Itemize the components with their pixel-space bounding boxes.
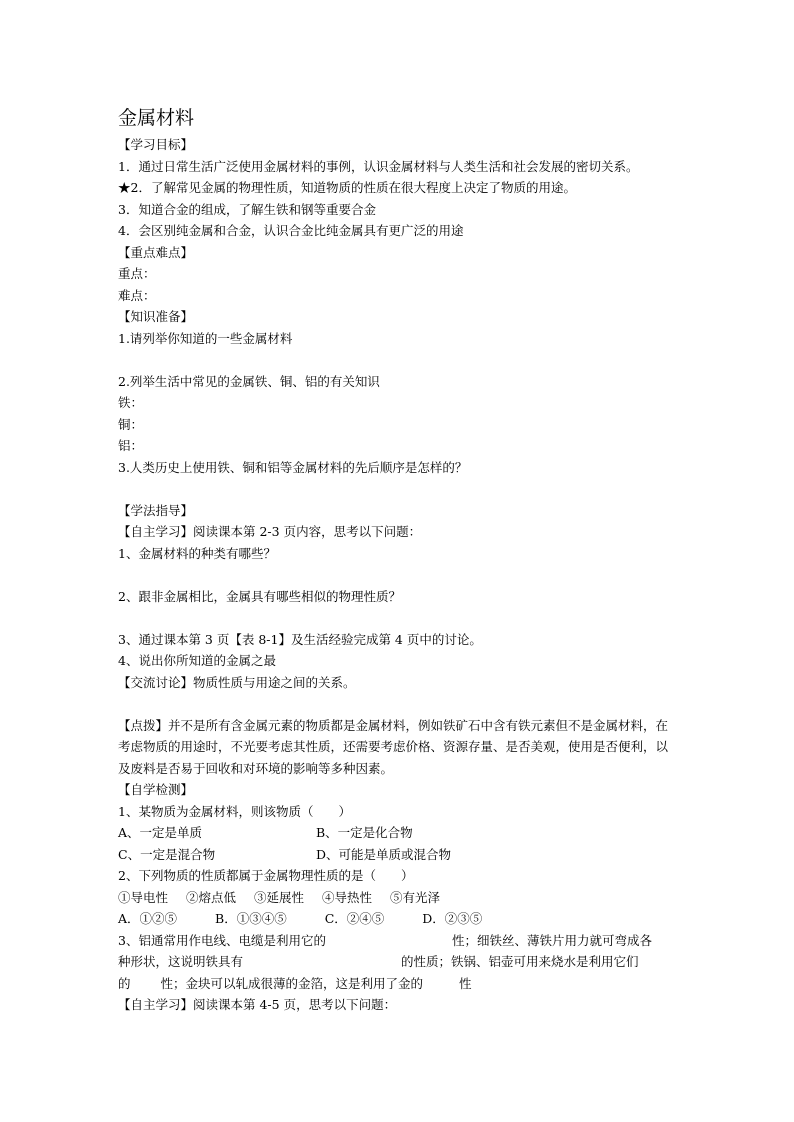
goal-item-2: ★2．了解常见金属的物理性质，知道物质的性质在很大程度上决定了物质的用途。 <box>118 180 576 195</box>
q2-property-5: ⑤有光泽 <box>390 889 441 905</box>
q1-option-c: C、一定是混合物 <box>118 846 216 862</box>
document-page <box>118 104 678 1016</box>
answer-space <box>118 564 678 586</box>
q3-text: 性；金块可以轧成很薄的金箔，这是利用了金的 <box>160 975 424 991</box>
prep-header: 【知识准备】 <box>118 309 194 324</box>
aluminum-label: 铝： <box>118 438 144 453</box>
answer-space <box>118 693 678 715</box>
check-question-3-line-1 <box>118 930 678 952</box>
q2-option-c: C．②④⑤ <box>324 911 385 926</box>
goals-header: 【学习目标】 <box>118 137 194 152</box>
prep-question-3: 3.人类历史上使用铁、铜和铝等金属材料的先后顺序是怎样的？ <box>118 459 468 475</box>
q3-text: 3、铝通常用作电线、电缆是利用它的 <box>118 932 326 948</box>
q1-option-b: B、一定是化合物 <box>316 825 413 840</box>
answer-space <box>118 607 678 629</box>
q1-options-row-1 <box>118 822 678 844</box>
q3-text: 种形状，这说明铁具有 <box>118 954 244 969</box>
difficult-point-label: 难点： <box>118 287 156 303</box>
answer-space <box>118 349 678 371</box>
key-header: 【重点难点】 <box>118 244 194 260</box>
answer-space <box>118 478 678 500</box>
key-point-label: 重点： <box>118 266 156 281</box>
method-question-4: 4、说出你所知道的金属之最 <box>118 653 276 668</box>
q3-text: 性 <box>459 975 472 991</box>
self-study-1: 【自主学习】阅读课本第 2-3 页内容，思考以下问题： <box>118 524 422 539</box>
prep-question-2: 2.列举生活中常见的金属铁、铜、铝的有关知识 <box>118 373 380 389</box>
copper-label: 铜： <box>118 416 144 432</box>
q2-property-3: ③延展性 <box>254 889 305 905</box>
goal-item-4: 4．会区别纯金属和合金，认识合金比纯金属具有更广泛的用途 <box>118 223 464 238</box>
self-study-2: 【自主学习】阅读课本第 4-5 页，思考以下问题： <box>118 997 397 1012</box>
q1-option-d: D、可能是单质或混合物 <box>316 846 452 862</box>
iron-label: 铁： <box>118 395 144 410</box>
goal-item-1: 1．通过日常生活广泛使用金属材料的事例，认识金属材料与人类生活和社会发展的密切关系。 <box>118 158 639 174</box>
discussion: 【交流讨论】物质性质与用途之间的关系。 <box>118 674 356 690</box>
q2-option-b: B．①③④⑤ <box>215 911 287 926</box>
q3-text: 性；细铁丝、薄铁片用力就可弯成各 <box>451 932 652 948</box>
check-question-3-line-2 <box>118 951 678 973</box>
q2-property-4: ④导热性 <box>322 889 373 905</box>
goal-item-3: 3．知道合金的组成，了解生铁和钢等重要合金 <box>118 201 376 217</box>
check-question-2: 2、下列物质的性质都属于金属物理性质的是（ ） <box>118 868 414 883</box>
hint-paragraph: 【点拨】并不是所有含金属元素的物质都是金属材料，例如铁矿石中含有铁元素但不是金属材料，在考虑物质的用途时，不光要考虑其性质，还需要考虑价格、资源存量、是否美观，使用是否便利，以及废料是否易于回收和对环境的影响等多种因素。 <box>118 717 669 776</box>
q1-options-row-2 <box>118 844 678 866</box>
q2-property-1: ①导电性 <box>118 889 169 905</box>
q2-option-a: A．①②⑤ <box>118 911 178 926</box>
q2-option-d: D．②③⑤ <box>422 911 483 926</box>
q2-property-2: ②熔点低 <box>186 889 237 905</box>
method-question-2: 2、跟非金属相比，金属具有哪些相似的物理性质？ <box>118 588 401 604</box>
q2-properties <box>118 887 678 909</box>
check-header: 【自学检测】 <box>118 782 194 797</box>
q2-answers <box>118 908 678 930</box>
method-header: 【学法指导】 <box>118 502 194 518</box>
prep-question-1: 1.请列举你知道的一些金属材料 <box>118 330 293 346</box>
page-title: 金属材料 <box>118 107 195 129</box>
method-question-1: 1、金属材料的种类有哪些？ <box>118 545 276 561</box>
check-question-3-line-3 <box>118 973 678 995</box>
check-question-1: 1、某物质为金属材料，则该物质（ ） <box>118 803 351 819</box>
q3-text: 的 <box>118 975 131 991</box>
q1-option-a: A、一定是单质 <box>118 825 203 840</box>
method-question-3: 3、通过课本第 3 页【表 8-1】及生活经验完成第 4 页中的讨论。 <box>118 631 482 647</box>
q3-text: 的性质；铁锅、铝壶可用来烧水是利用它们 <box>401 954 639 969</box>
